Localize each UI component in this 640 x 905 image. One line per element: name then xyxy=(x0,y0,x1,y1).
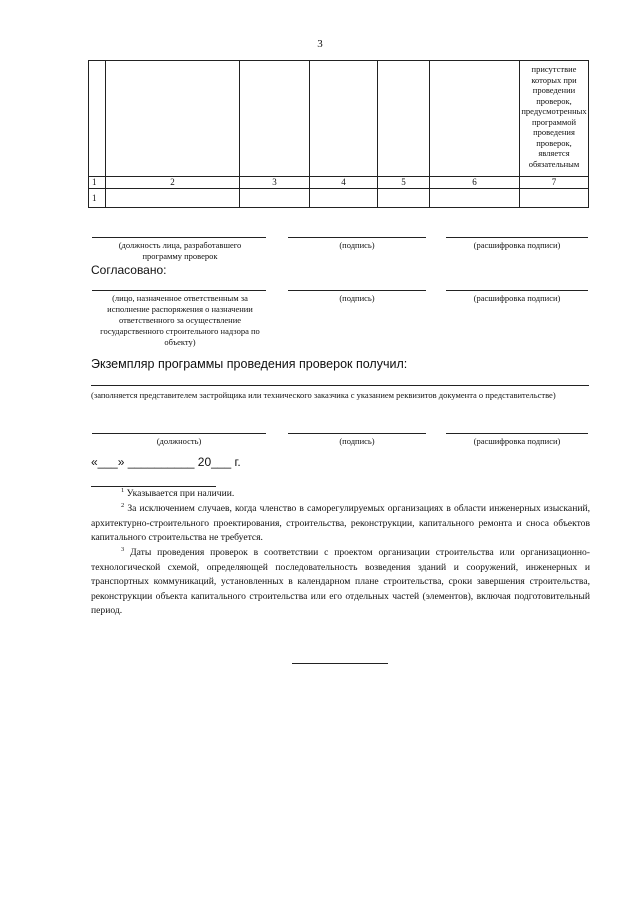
table-number-row xyxy=(89,177,589,189)
table-header-cell xyxy=(106,61,240,177)
decryption-line xyxy=(446,290,588,291)
footnote-mark: 2 xyxy=(121,502,125,509)
column-number: 1 xyxy=(89,177,106,189)
table-header-cell xyxy=(89,61,106,177)
table-cell xyxy=(378,189,430,208)
representative-line xyxy=(91,385,589,386)
column-number: 6 xyxy=(430,177,520,189)
signature-caption: (подпись) xyxy=(339,436,375,446)
table-cell xyxy=(240,189,310,208)
decryption-caption: (расшифровка подписи) xyxy=(473,240,561,250)
footnote-mark: 3 xyxy=(121,546,125,553)
table-header-cell xyxy=(378,61,430,177)
decryption-line xyxy=(446,237,588,238)
responsible-caption: (лицо, назначенное ответственным за исполнение распоряжения о назначении ответственного за осуществление государственного строительного надзора по объекту) xyxy=(100,293,260,347)
date-line: «___» __________ 20___ г. xyxy=(91,455,241,469)
signature-caption: (подпись) xyxy=(339,293,375,303)
footnote-2 xyxy=(91,502,590,546)
column-number: 5 xyxy=(378,177,430,189)
position-line xyxy=(92,237,266,238)
signature-line xyxy=(288,290,426,291)
table-cell xyxy=(310,189,378,208)
end-rule xyxy=(292,663,388,664)
position-caption: (должность лица, разработавшего программу проверок xyxy=(118,240,242,261)
table-cell xyxy=(520,189,589,208)
position-line xyxy=(92,433,266,434)
table-header-cell xyxy=(310,61,378,177)
decryption-caption: (расшифровка подписи) xyxy=(473,436,561,446)
table-header-cell xyxy=(240,61,310,177)
table-header-cell xyxy=(430,61,520,177)
position-caption: (должность) xyxy=(156,436,202,446)
footnote-text: Указывается при наличии. xyxy=(126,488,235,499)
table-header-row xyxy=(89,61,589,177)
inspection-table xyxy=(88,60,589,208)
column-number: 7 xyxy=(520,177,589,189)
approved-heading: Согласовано: xyxy=(91,263,167,277)
column-number: 2 xyxy=(106,177,240,189)
position-line xyxy=(92,290,266,291)
footnote-1 xyxy=(91,487,590,502)
footnote-text: Даты проведения проверок в соответствии с проектом организации строительства или организационно-технологической схемой, определяющей последовательность возведения зданий и сооружений, инженерных и транспортных коммуникаций, установленных в календарном плане строительства, сроки завершения строительства, реконструкции объекта капитального строительства или его отдельных частей (элементов), включая подготовительный период. xyxy=(91,547,590,616)
table-cell xyxy=(106,189,240,208)
received-heading: Экземпляр программы проведения проверок получил: xyxy=(91,357,408,371)
table-cell xyxy=(430,189,520,208)
footnote-mark: 1 xyxy=(121,487,125,494)
table-header-col7: присутствие которых при проведении проверок, предусмотренных программой проведения проверок, является обязательным xyxy=(521,64,587,169)
signature-line xyxy=(288,433,426,434)
decryption-line xyxy=(446,433,588,434)
column-number: 3 xyxy=(240,177,310,189)
signature-line xyxy=(288,237,426,238)
footnote-3 xyxy=(91,546,590,619)
column-number: 4 xyxy=(310,177,378,189)
table-row xyxy=(89,189,589,208)
table-header-cell xyxy=(520,61,589,177)
page-number: 3 xyxy=(317,38,323,50)
decryption-caption: (расшифровка подписи) xyxy=(473,293,561,303)
row-index: 1 xyxy=(89,189,106,208)
signature-caption: (подпись) xyxy=(339,240,375,250)
representative-note: (заполняется представителем застройщика или технического заказчика с указанием реквизитов документа о представительстве) xyxy=(91,390,556,400)
footnote-text: За исключением случаев, когда членство в саморегулируемых организациях в области инженерных изысканий, архитектурно-строительного проектирования, строительства, реконструкции, капитального ремонта и сноса объектов капитального строительства не требуется. xyxy=(91,503,590,543)
